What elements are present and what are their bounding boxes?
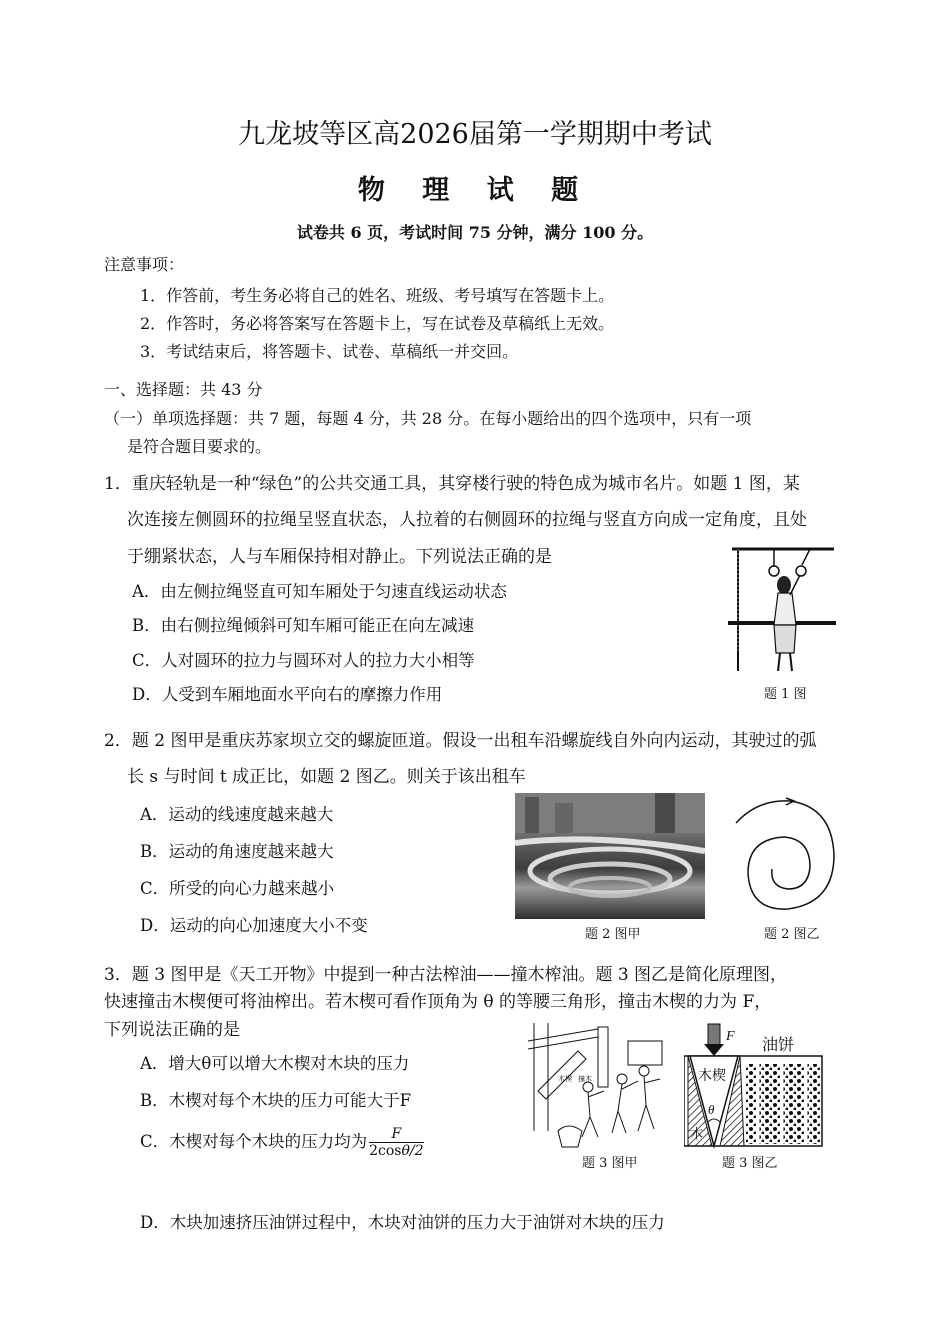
q2-option-a: A．运动的线速度越来越大 bbox=[140, 805, 334, 824]
figure-3a-illustration bbox=[528, 1021, 670, 1149]
figure-3b-oilcake-label: 油饼 bbox=[762, 1035, 795, 1054]
q3-option-c-fraction bbox=[369, 1126, 423, 1159]
q3-stem-line: 下列说法正确的是 bbox=[104, 1020, 240, 1040]
figure-3a-label: 木楔 bbox=[558, 1075, 572, 1083]
figure-1-rail-illustration bbox=[728, 543, 840, 675]
q2-option-b: B．运动的角速度越来越大 bbox=[140, 842, 334, 861]
q3-option-a: A．增大θ可以增大木楔对木块的压力 bbox=[140, 1054, 410, 1073]
notice-item: 1．作答前，考生务必将自己的姓名、班级、考号填写在答题卡上。 bbox=[140, 286, 615, 305]
figure-3b-theta-label: θ bbox=[708, 1102, 715, 1117]
q2-option-c: C．所受的向心力越来越小 bbox=[140, 879, 335, 898]
q1-option-c: C．人对圆环的拉力与圆环对人的拉力大小相等 bbox=[132, 651, 475, 670]
exam-info: 试卷共 6 页，考试时间 75 分钟，满分 100 分。 bbox=[296, 223, 654, 242]
q3-option-b: B．木楔对每个木块的压力可能大于F bbox=[140, 1091, 412, 1110]
figure-2a-photo bbox=[515, 793, 705, 919]
q1-stem-line: 次连接左侧圆环的拉绳呈竖直状态，人拉着的右侧圆环的拉绳与竖直方向成一定角度，且处 bbox=[127, 510, 807, 530]
figure-2a-caption: 题 2 图甲 bbox=[585, 927, 641, 942]
figure-1-caption: 题 1 图 bbox=[764, 687, 807, 702]
exam-title: 九龙坡等区高2026届第一学期期中考试 bbox=[238, 119, 712, 150]
q1-stem-line: 1．重庆轻轨是一种“绿色”的公共交通工具，其穿楼行驶的特色成为城市名片。如题 1 图，某 bbox=[104, 474, 800, 494]
q1-option-d: D．人受到车厢地面水平向右的摩擦力作用 bbox=[132, 685, 443, 704]
q3-option-d: D．木块加速挤压油饼过程中，木块对油饼的压力大于油饼对木块的压力 bbox=[140, 1213, 665, 1232]
figure-3b-wedge-label: 木楔 bbox=[698, 1068, 726, 1084]
q2-stem-line: 2．题 2 图甲是重庆苏家坝立交的螺旋匝道。假设一出租车沿螺旋线自外向内运动，其驶过的弧 bbox=[104, 731, 817, 751]
figure-3a-label: 撞木 bbox=[578, 1075, 592, 1083]
q2-stem-line: 长 s 与时间 t 成正比，如题 2 图乙。则关于该出租车 bbox=[127, 767, 526, 787]
q3-option-c bbox=[140, 1126, 424, 1159]
figure-3b-block-label: 木 bbox=[690, 1127, 704, 1142]
notice-item: 3．考试结束后，将答题卡、试卷、草稿纸一并交回。 bbox=[140, 342, 519, 361]
figure-2b-caption: 题 2 图乙 bbox=[764, 927, 820, 942]
fraction-denominator-half-angle: θ/2 bbox=[401, 1143, 424, 1159]
notice-item: 2．作答时，务必将答案写在答题卡上，写在试卷及草稿纸上无效。 bbox=[140, 314, 615, 333]
figure-3a-caption: 题 3 图甲 bbox=[582, 1156, 638, 1171]
q1-stem-line: 于绷紧状态，人与车厢保持相对静止。下列说法正确的是 bbox=[127, 547, 552, 567]
q3-stem-line: 快速撞击木楔便可将油榨出。若木楔可看作顶角为 θ 的等腰三角形，撞击木楔的力为 F， bbox=[104, 992, 772, 1012]
fraction-denominator-prefix: 2cos bbox=[369, 1143, 402, 1159]
figure-3b-force-label: F bbox=[726, 1029, 735, 1044]
figure-3b-diagram bbox=[684, 1022, 824, 1150]
notice-heading: 注意事项： bbox=[104, 255, 185, 274]
section-sub-line: （一）单项选择题：共 7 题，每题 4 分，共 28 分。在每小题给出的四个选项中，只有一项 bbox=[104, 409, 752, 428]
q2-option-d: D．运动的向心加速度大小不变 bbox=[140, 916, 368, 935]
figure-3b-caption: 题 3 图乙 bbox=[722, 1156, 778, 1171]
fraction-numerator: F bbox=[369, 1126, 423, 1143]
q1-option-b: B．由右侧拉绳倾斜可知车厢可能正在向左减速 bbox=[132, 616, 475, 635]
section-heading: 一、选择题：共 43 分 bbox=[104, 380, 263, 399]
section-sub-line: 是符合题目要求的。 bbox=[127, 437, 272, 456]
figure-2b-spiral bbox=[728, 795, 840, 917]
fraction-denominator bbox=[369, 1143, 423, 1159]
q3-option-c-text: C．木楔对每个木块的压力均为 bbox=[140, 1132, 368, 1151]
q1-option-a: A．由左侧拉绳竖直可知车厢处于匀速直线运动状态 bbox=[132, 582, 507, 601]
q3-stem-line: 3．题 3 图甲是《天工开物》中提到一种古法榨油——撞木榨油。题 3 图乙是简化原理图， bbox=[104, 965, 788, 985]
subject-title: 物 理 试 题 bbox=[357, 175, 593, 206]
